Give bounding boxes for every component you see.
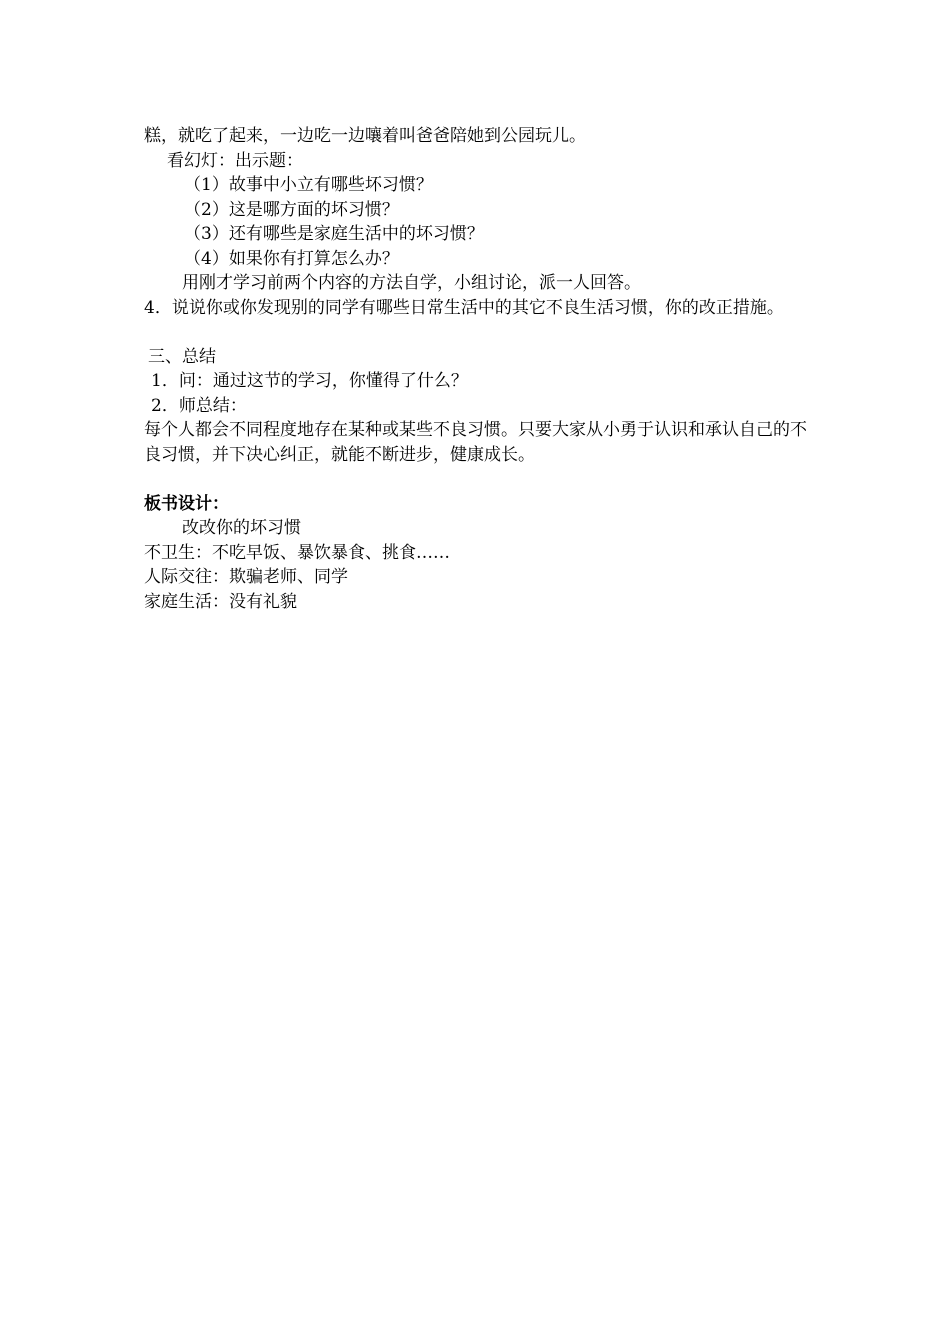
- slide-prompt: 看幻灯：出示题：: [167, 150, 303, 171]
- board-line-social: 人际交往：欺骗老师、同学: [144, 567, 348, 587]
- spacer: [144, 320, 814, 345]
- spacer: [144, 467, 814, 492]
- board-title: 改改你的坏习惯: [182, 518, 301, 538]
- step-4-paragraph: 4．说说你或你发现别的同学有哪些日常生活中的其它不良生活习惯，你的改正措施。: [144, 297, 784, 318]
- document-body: [144, 124, 814, 614]
- question-1: （1）故事中小立有哪些坏习惯？: [184, 175, 433, 195]
- summary-item-1: 1．问：通过这节的学习，你懂得了什么？: [151, 371, 468, 391]
- board-line-hygiene: 不卫生：不吃早饭、暴饮暴食、挑食……: [144, 542, 450, 563]
- self-study-instruction: 用刚才学习前两个内容的方法自学，小组讨论，派一人回答。: [182, 273, 641, 293]
- question-2: （2）这是哪方面的坏习惯？: [184, 199, 399, 220]
- question-3: （3）还有哪些是家庭生活中的坏习惯？: [184, 224, 484, 244]
- board-design-heading: 板书设计：: [144, 493, 229, 514]
- summary-item-2: 2．师总结：: [151, 395, 247, 416]
- story-continuation: 糕，就吃了起来，一边吃一边嚷着叫爸爸陪她到公园玩儿。: [144, 126, 586, 146]
- question-4: （4）如果你有打算怎么办？: [184, 248, 399, 269]
- summary-paragraph: 每个人都会不同程度地存在某种或某些不良习惯。只要大家从小勇于认识和承认自己的不良习惯，并下决心纠正，就能不断进步，健康成长。: [144, 420, 807, 465]
- summary-heading: 三、总结: [148, 346, 216, 367]
- board-line-family: 家庭生活：没有礼貌: [144, 591, 297, 612]
